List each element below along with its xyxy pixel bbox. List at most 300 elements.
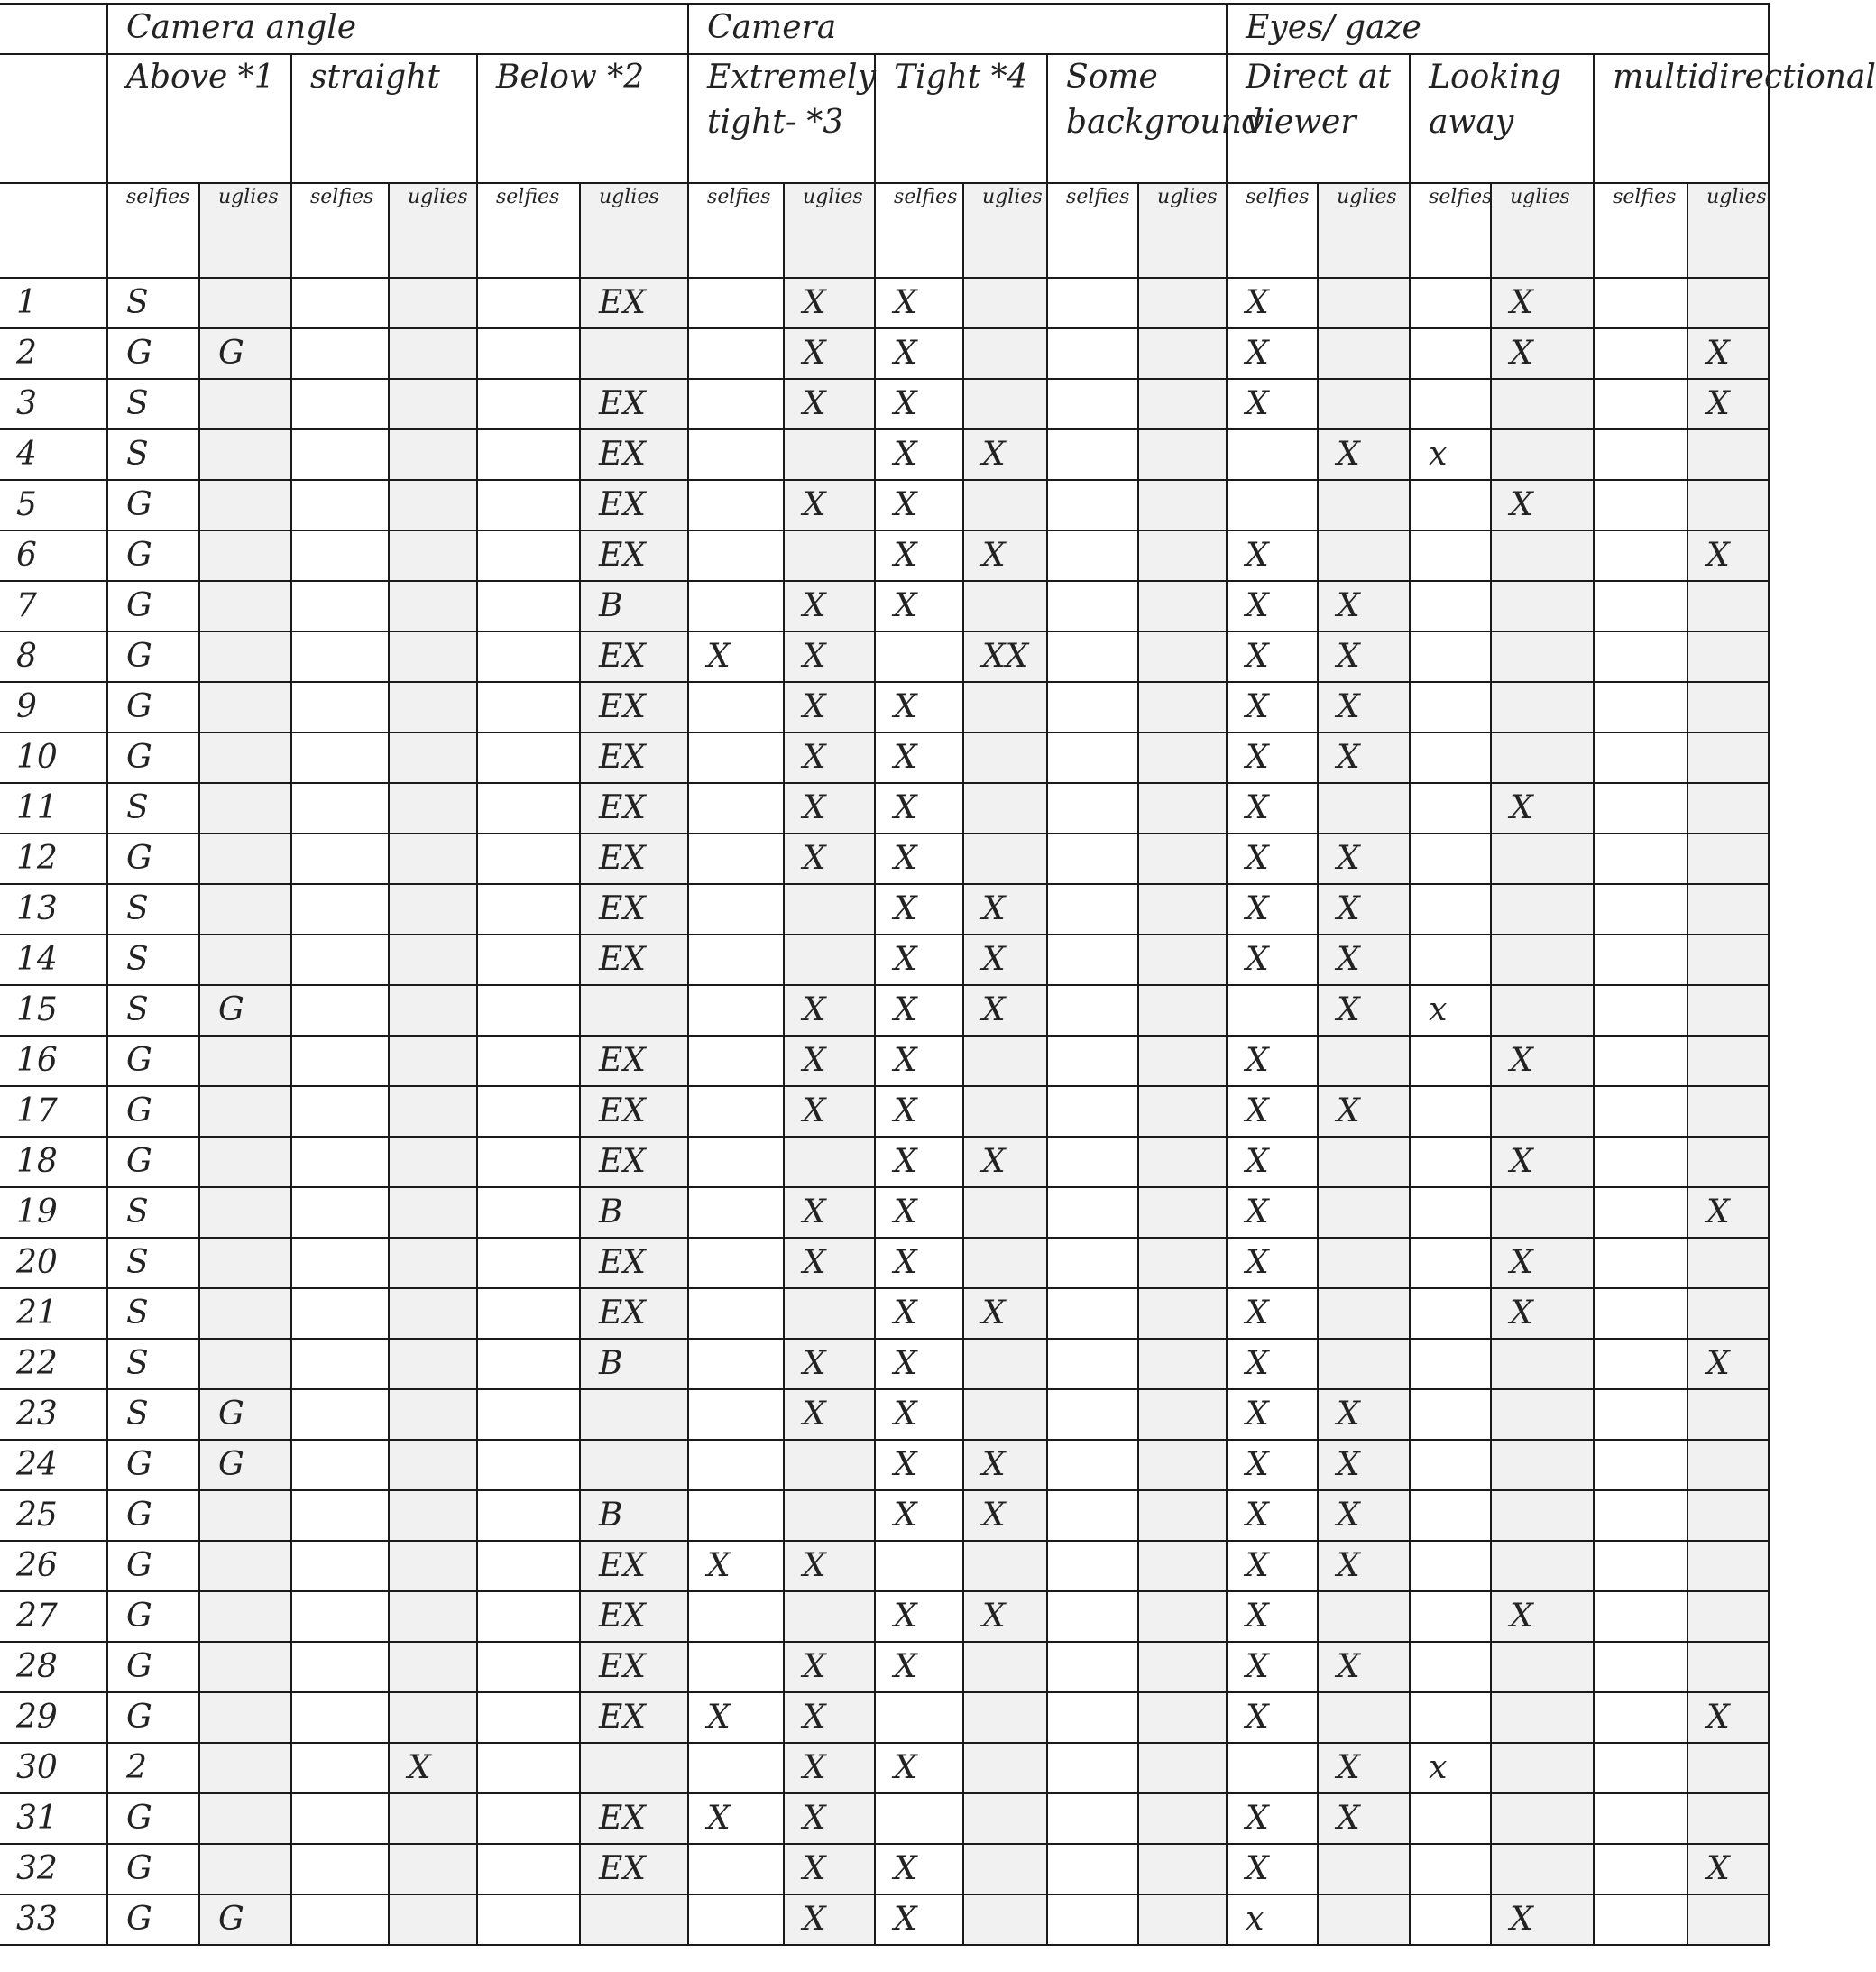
subcategory-extremely-tight: Extremely tight- *3 bbox=[688, 54, 875, 183]
table-row bbox=[0, 1692, 1769, 1743]
row-number: 7 bbox=[0, 581, 107, 631]
table-cell bbox=[688, 1743, 784, 1793]
table-cell bbox=[199, 1490, 291, 1541]
table-cell bbox=[477, 480, 580, 530]
table-cell bbox=[1138, 1743, 1227, 1793]
table-cell bbox=[688, 1086, 784, 1137]
table-cell: X bbox=[1227, 1086, 1318, 1137]
table-cell: G bbox=[107, 1086, 199, 1137]
table-cell bbox=[389, 1541, 477, 1591]
table-cell: X bbox=[1227, 1591, 1318, 1642]
table-cell bbox=[1138, 328, 1227, 379]
table-cell bbox=[1491, 1187, 1594, 1238]
table-cell: X bbox=[688, 1541, 784, 1591]
table-cell bbox=[1047, 1389, 1138, 1440]
table-cell: X bbox=[688, 1793, 784, 1844]
table-cell: EX bbox=[580, 682, 688, 733]
table-cell bbox=[1410, 1036, 1491, 1086]
table-cell: X bbox=[784, 581, 875, 631]
table-cell bbox=[963, 581, 1047, 631]
row-number: 21 bbox=[0, 1288, 107, 1339]
table-cell bbox=[784, 1591, 875, 1642]
table-cell bbox=[963, 834, 1047, 884]
table-cell bbox=[1410, 480, 1491, 530]
table-cell: X bbox=[1687, 379, 1769, 429]
table-cell bbox=[477, 1844, 580, 1894]
table-cell bbox=[389, 682, 477, 733]
table-cell bbox=[1138, 1036, 1227, 1086]
table-cell bbox=[1047, 935, 1138, 985]
table-cell bbox=[688, 328, 784, 379]
table-cell bbox=[389, 884, 477, 935]
table-cell: EX bbox=[580, 1793, 688, 1844]
table-cell bbox=[1318, 379, 1410, 429]
table-cell bbox=[688, 884, 784, 935]
table-cell bbox=[688, 581, 784, 631]
table-cell bbox=[875, 1692, 963, 1743]
table-cell: X bbox=[875, 530, 963, 581]
table-cell bbox=[784, 884, 875, 935]
table-cell bbox=[1491, 530, 1594, 581]
table-cell bbox=[291, 783, 389, 834]
table-cell: X bbox=[1227, 1541, 1318, 1591]
table-cell bbox=[1138, 935, 1227, 985]
table-cell: G bbox=[107, 682, 199, 733]
table-cell bbox=[1318, 530, 1410, 581]
table-row bbox=[0, 1339, 1769, 1389]
table-cell bbox=[1594, 1642, 1687, 1692]
table-cell: X bbox=[963, 429, 1047, 480]
table-cell bbox=[199, 1339, 291, 1389]
table-cell: X bbox=[875, 379, 963, 429]
table-cell bbox=[291, 1541, 389, 1591]
table-cell bbox=[1594, 379, 1687, 429]
table-cell: S bbox=[107, 1238, 199, 1288]
table-row bbox=[0, 480, 1769, 530]
table-cell bbox=[477, 985, 580, 1036]
table-cell bbox=[389, 733, 477, 783]
table-cell: X bbox=[963, 884, 1047, 935]
table-cell: S bbox=[107, 1389, 199, 1440]
table-cell bbox=[389, 530, 477, 581]
table-cell bbox=[1410, 1490, 1491, 1541]
table-cell: X bbox=[1687, 1844, 1769, 1894]
table-cell bbox=[1047, 1187, 1138, 1238]
table-cell bbox=[1138, 429, 1227, 480]
table-cell bbox=[963, 1642, 1047, 1692]
table-cell bbox=[963, 1086, 1047, 1137]
table-cell bbox=[477, 429, 580, 480]
table-cell: X bbox=[875, 733, 963, 783]
table-cell bbox=[1491, 985, 1594, 1036]
table-cell: X bbox=[1491, 1591, 1594, 1642]
table-cell bbox=[1687, 682, 1769, 733]
table-cell: S bbox=[107, 985, 199, 1036]
table-cell: X bbox=[1318, 1086, 1410, 1137]
table-cell bbox=[580, 328, 688, 379]
row-number: 25 bbox=[0, 1490, 107, 1541]
table-cell: G bbox=[199, 985, 291, 1036]
table-cell bbox=[389, 480, 477, 530]
table-cell bbox=[199, 1238, 291, 1288]
subcategory-some-background: Some background bbox=[1047, 54, 1227, 183]
table-cell bbox=[580, 1389, 688, 1440]
table-cell: X bbox=[1227, 783, 1318, 834]
table-cell: X bbox=[1227, 328, 1318, 379]
uglies-header: uglies bbox=[1687, 183, 1769, 278]
table-cell bbox=[1491, 1642, 1594, 1692]
table-cell: EX bbox=[580, 1642, 688, 1692]
table-cell bbox=[1047, 985, 1138, 1036]
table-cell: X bbox=[1318, 1541, 1410, 1591]
table-cell bbox=[688, 783, 784, 834]
table-cell bbox=[688, 1288, 784, 1339]
table-cell bbox=[291, 1288, 389, 1339]
table-row bbox=[0, 328, 1769, 379]
table-cell bbox=[1594, 1339, 1687, 1389]
table-cell bbox=[1047, 480, 1138, 530]
subcategory-tight: Tight *4 bbox=[875, 54, 1047, 183]
table-cell: X bbox=[875, 1743, 963, 1793]
table-cell: G bbox=[107, 328, 199, 379]
table-cell bbox=[1138, 1642, 1227, 1692]
table-cell bbox=[1687, 1238, 1769, 1288]
table-cell bbox=[1138, 884, 1227, 935]
table-cell bbox=[1594, 328, 1687, 379]
table-cell: EX bbox=[580, 1086, 688, 1137]
table-cell bbox=[963, 480, 1047, 530]
table-cell bbox=[1594, 480, 1687, 530]
table-cell bbox=[1594, 1591, 1687, 1642]
row-number: 28 bbox=[0, 1642, 107, 1692]
table-cell: X bbox=[963, 935, 1047, 985]
table-cell: G bbox=[107, 581, 199, 631]
table-cell bbox=[1047, 1591, 1138, 1642]
table-cell bbox=[1594, 429, 1687, 480]
table-cell bbox=[291, 733, 389, 783]
table-cell: X bbox=[1227, 1692, 1318, 1743]
table-cell bbox=[963, 379, 1047, 429]
table-cell: X bbox=[1227, 530, 1318, 581]
table-cell: X bbox=[688, 1692, 784, 1743]
table-row bbox=[0, 1642, 1769, 1692]
table-cell bbox=[1594, 682, 1687, 733]
table-cell: X bbox=[1687, 328, 1769, 379]
table-cell: X bbox=[784, 1339, 875, 1389]
table-cell: X bbox=[784, 1086, 875, 1137]
table-cell: X bbox=[1227, 278, 1318, 328]
row-number: 22 bbox=[0, 1339, 107, 1389]
table-cell: G bbox=[199, 1894, 291, 1945]
table-cell: EX bbox=[580, 733, 688, 783]
table-cell: X bbox=[1227, 379, 1318, 429]
group-header-eyes-gaze: Eyes/ gaze bbox=[1227, 5, 1769, 55]
table-row bbox=[0, 1591, 1769, 1642]
table-cell bbox=[688, 1036, 784, 1086]
row-number: 27 bbox=[0, 1591, 107, 1642]
table-cell: EX bbox=[580, 935, 688, 985]
table-cell bbox=[477, 1642, 580, 1692]
row-number: 20 bbox=[0, 1238, 107, 1288]
table-row bbox=[0, 1238, 1769, 1288]
table-row bbox=[0, 1288, 1769, 1339]
table-cell: X bbox=[1227, 834, 1318, 884]
table-cell bbox=[1047, 1642, 1138, 1692]
table-cell bbox=[477, 1591, 580, 1642]
table-cell bbox=[389, 1137, 477, 1187]
table-row bbox=[0, 1844, 1769, 1894]
table-cell bbox=[291, 1137, 389, 1187]
table-cell bbox=[1687, 1086, 1769, 1137]
table-cell: X bbox=[1491, 328, 1594, 379]
table-cell bbox=[1491, 631, 1594, 682]
row-number: 4 bbox=[0, 429, 107, 480]
table-cell bbox=[291, 1844, 389, 1894]
table-cell bbox=[477, 1137, 580, 1187]
row-number: 14 bbox=[0, 935, 107, 985]
table-cell: X bbox=[1491, 1238, 1594, 1288]
row-number: 17 bbox=[0, 1086, 107, 1137]
table-cell bbox=[1594, 1187, 1687, 1238]
table-cell bbox=[875, 631, 963, 682]
table-cell bbox=[1687, 1591, 1769, 1642]
row-number: 29 bbox=[0, 1692, 107, 1743]
table-cell bbox=[688, 935, 784, 985]
table-cell: B bbox=[580, 1490, 688, 1541]
table-cell: X bbox=[1318, 581, 1410, 631]
table-cell bbox=[963, 328, 1047, 379]
table-cell bbox=[199, 884, 291, 935]
table-cell: X bbox=[875, 935, 963, 985]
selfies-header: selfies bbox=[1227, 183, 1318, 278]
table-cell: G bbox=[107, 733, 199, 783]
table-cell bbox=[1410, 1086, 1491, 1137]
group-header-camera: Camera bbox=[688, 5, 1227, 55]
table-cell bbox=[688, 480, 784, 530]
table-cell: EX bbox=[580, 429, 688, 480]
table-cell bbox=[1410, 733, 1491, 783]
table-cell bbox=[477, 733, 580, 783]
table-cell bbox=[688, 1844, 784, 1894]
table-cell: B bbox=[580, 1339, 688, 1389]
table-cell bbox=[291, 1692, 389, 1743]
table-row bbox=[0, 1440, 1769, 1490]
table-cell: G bbox=[199, 1389, 291, 1440]
table-cell bbox=[1594, 1238, 1687, 1288]
table-cell bbox=[389, 1440, 477, 1490]
row-number: 6 bbox=[0, 530, 107, 581]
table-cell bbox=[1318, 1844, 1410, 1894]
table-cell bbox=[784, 1137, 875, 1187]
table-cell bbox=[688, 1339, 784, 1389]
table-cell bbox=[1138, 1692, 1227, 1743]
table-cell bbox=[1410, 1591, 1491, 1642]
table-cell bbox=[199, 1288, 291, 1339]
table-cell bbox=[1410, 581, 1491, 631]
table-row bbox=[0, 530, 1769, 581]
table-cell bbox=[1491, 429, 1594, 480]
table-cell bbox=[1047, 581, 1138, 631]
table-cell bbox=[199, 1541, 291, 1591]
table-cell bbox=[477, 1086, 580, 1137]
table-cell bbox=[1318, 1288, 1410, 1339]
table-cell bbox=[1491, 682, 1594, 733]
table-cell bbox=[1047, 1541, 1138, 1591]
table-cell bbox=[477, 935, 580, 985]
table-cell: X bbox=[1318, 884, 1410, 935]
table-cell: G bbox=[107, 1036, 199, 1086]
table-cell bbox=[1138, 1187, 1227, 1238]
table-cell: X bbox=[875, 1086, 963, 1137]
table-cell bbox=[1138, 834, 1227, 884]
table-cell bbox=[1594, 1036, 1687, 1086]
row-number: 10 bbox=[0, 733, 107, 783]
table-cell: X bbox=[875, 783, 963, 834]
table-row bbox=[0, 581, 1769, 631]
table-cell bbox=[688, 1137, 784, 1187]
row-number: 2 bbox=[0, 328, 107, 379]
table-cell: X bbox=[1318, 1440, 1410, 1490]
table-cell: X bbox=[875, 1288, 963, 1339]
table-cell bbox=[1687, 985, 1769, 1036]
table-cell: G bbox=[107, 1793, 199, 1844]
table-cell bbox=[291, 935, 389, 985]
table-cell: XX bbox=[963, 631, 1047, 682]
table-cell: X bbox=[963, 1288, 1047, 1339]
table-cell: G bbox=[107, 1137, 199, 1187]
table-cell: X bbox=[875, 429, 963, 480]
table-cell bbox=[1227, 480, 1318, 530]
table-cell bbox=[688, 278, 784, 328]
table-cell bbox=[291, 278, 389, 328]
table-cell bbox=[1491, 1844, 1594, 1894]
table-cell bbox=[291, 1894, 389, 1945]
table-cell bbox=[389, 1288, 477, 1339]
row-number: 16 bbox=[0, 1036, 107, 1086]
table-cell bbox=[1594, 1793, 1687, 1844]
row-number: 32 bbox=[0, 1844, 107, 1894]
table-cell: X bbox=[784, 682, 875, 733]
table-cell: X bbox=[875, 884, 963, 935]
table-cell bbox=[1138, 682, 1227, 733]
table-cell bbox=[477, 1440, 580, 1490]
table-cell bbox=[1318, 1894, 1410, 1945]
table-cell bbox=[389, 1339, 477, 1389]
table-row bbox=[0, 1793, 1769, 1844]
table-cell bbox=[199, 834, 291, 884]
table-cell bbox=[1047, 631, 1138, 682]
table-cell bbox=[477, 581, 580, 631]
table-cell bbox=[963, 1036, 1047, 1086]
row-number: 12 bbox=[0, 834, 107, 884]
table-cell bbox=[580, 985, 688, 1036]
table-cell bbox=[963, 1339, 1047, 1389]
table-cell bbox=[291, 328, 389, 379]
table-cell bbox=[291, 1440, 389, 1490]
table-cell bbox=[199, 1591, 291, 1642]
table-cell bbox=[1491, 581, 1594, 631]
table-cell bbox=[1491, 1692, 1594, 1743]
table-cell: X bbox=[963, 1490, 1047, 1541]
table-cell: X bbox=[1318, 1642, 1410, 1692]
table-cell: 2 bbox=[107, 1743, 199, 1793]
table-cell bbox=[1687, 783, 1769, 834]
table-cell bbox=[477, 530, 580, 581]
table-cell: X bbox=[784, 985, 875, 1036]
table-cell bbox=[1410, 278, 1491, 328]
table-cell bbox=[291, 1642, 389, 1692]
table-row bbox=[0, 834, 1769, 884]
table-row bbox=[0, 1541, 1769, 1591]
table-cell bbox=[477, 1339, 580, 1389]
table-cell bbox=[1594, 783, 1687, 834]
table-cell bbox=[1047, 429, 1138, 480]
table-cell bbox=[1687, 733, 1769, 783]
table-cell bbox=[688, 379, 784, 429]
table-cell: X bbox=[784, 379, 875, 429]
table-cell bbox=[963, 682, 1047, 733]
table-cell bbox=[1687, 935, 1769, 985]
uglies-header: uglies bbox=[784, 183, 875, 278]
table-cell bbox=[389, 429, 477, 480]
selfies-header: selfies bbox=[107, 183, 199, 278]
table-row bbox=[0, 1036, 1769, 1086]
corner-cell bbox=[0, 5, 107, 55]
table-row bbox=[0, 1187, 1769, 1238]
table-cell bbox=[389, 1036, 477, 1086]
table-cell bbox=[784, 429, 875, 480]
table-cell: X bbox=[1227, 1036, 1318, 1086]
table-cell: X bbox=[875, 1490, 963, 1541]
table-cell bbox=[199, 429, 291, 480]
table-cell: EX bbox=[580, 1692, 688, 1743]
table-cell bbox=[1410, 1844, 1491, 1894]
table-cell bbox=[963, 783, 1047, 834]
table-cell bbox=[291, 1339, 389, 1389]
table-cell: G bbox=[107, 1642, 199, 1692]
table-cell bbox=[1138, 783, 1227, 834]
table-cell bbox=[291, 1187, 389, 1238]
table-cell bbox=[784, 530, 875, 581]
table-cell bbox=[1047, 834, 1138, 884]
table-cell bbox=[291, 530, 389, 581]
table-cell bbox=[389, 328, 477, 379]
table-cell bbox=[1687, 1793, 1769, 1844]
table-cell: X bbox=[1318, 834, 1410, 884]
table-row bbox=[0, 429, 1769, 480]
table-cell bbox=[1410, 783, 1491, 834]
table-cell: X bbox=[875, 1389, 963, 1440]
table-cell bbox=[688, 1187, 784, 1238]
table-row bbox=[0, 1137, 1769, 1187]
table-cell bbox=[1687, 1743, 1769, 1793]
table-cell bbox=[199, 278, 291, 328]
table-cell: X bbox=[1318, 429, 1410, 480]
table-cell bbox=[963, 1743, 1047, 1793]
table-cell bbox=[1047, 1137, 1138, 1187]
table-cell: X bbox=[1227, 1490, 1318, 1541]
table-cell bbox=[1138, 1844, 1227, 1894]
table-cell bbox=[1047, 1238, 1138, 1288]
table-cell: X bbox=[875, 328, 963, 379]
table-cell bbox=[580, 1440, 688, 1490]
table-cell: X bbox=[1227, 1793, 1318, 1844]
table-cell: x bbox=[1410, 985, 1491, 1036]
table-cell bbox=[1138, 379, 1227, 429]
table-cell: G bbox=[199, 328, 291, 379]
selfies-header: selfies bbox=[1594, 183, 1687, 278]
table-cell: X bbox=[784, 1541, 875, 1591]
